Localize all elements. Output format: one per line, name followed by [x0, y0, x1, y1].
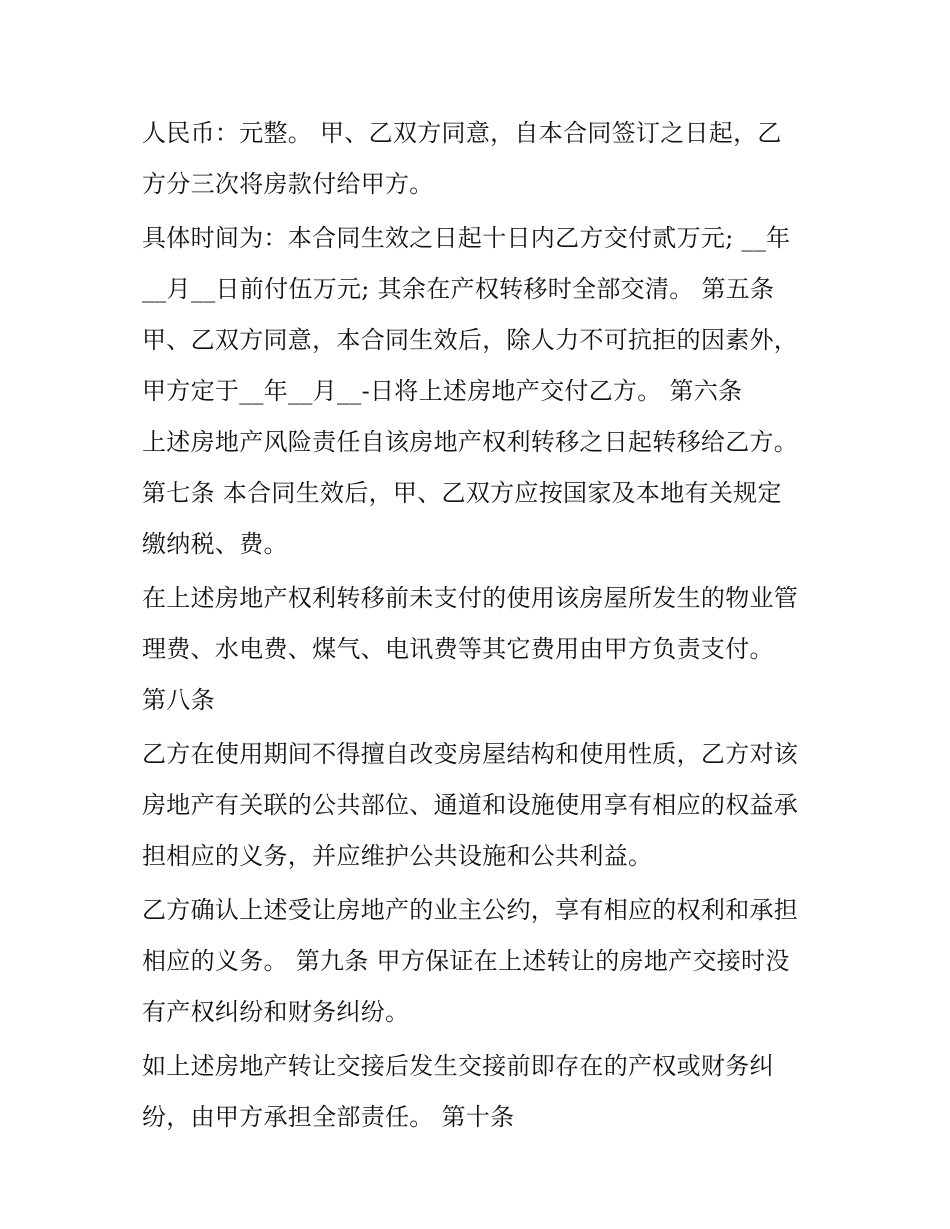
text-line: 方分三次将房款付给甲方。: [142, 170, 434, 198]
text-line: 乙方确认上述受让房地产的业主公约，享有相应的权利和承担: [142, 896, 799, 924]
text-line: 乙方在使用期间不得擅自改变房屋结构和使用性质，乙方对该: [142, 740, 799, 768]
text-line: 人民币：元整。 甲、乙双方同意，自本合同签订之日起，乙: [142, 119, 782, 147]
text-line: __月__日前付伍万元; 其余在产权转移时全部交清。 第五条: [142, 275, 775, 303]
text-line: 具体时间为：本合同生效之日起十日内乙方交付贰万元; __年: [142, 224, 791, 252]
section-heading-article-8: 第八条: [142, 686, 215, 714]
text-line: 纷，由甲方承担全部责任。 第十条: [142, 1103, 515, 1131]
text-line: 房地产有关联的公共部位、通道和设施使用享有相应的权益承: [142, 791, 799, 819]
text-line: 甲方定于__年__月__-日将上述房地产交付乙方。 第六条: [142, 377, 743, 405]
text-line: 甲、乙双方同意，本合同生效后，除人力不可抗拒的因素外，: [142, 326, 799, 354]
text-line: 如上述房地产转让交接后发生交接前即存在的产权或财务纠: [142, 1052, 774, 1080]
text-line: 在上述房地产权利转移前未支付的使用该房屋所发生的物业管: [142, 584, 799, 612]
contract-body: [142, 108, 822, 1143]
text-line: 缴纳税、费。: [142, 530, 288, 558]
text-line: 有产权纠纷和财务纠纷。: [142, 998, 410, 1026]
text-line: 理费、水电费、煤气、电讯费等其它费用由甲方负责支付。: [142, 635, 774, 663]
text-line: 相应的义务。 第九条 甲方保证在上述转让的房地产交接时没: [142, 947, 790, 975]
text-line: 担相应的义务，并应维护公共设施和公共利益。: [142, 842, 653, 870]
text-line: 上述房地产风险责任自该房地产权利转移之日起转移给乙方。: [142, 428, 799, 456]
text-line: 第七条 本合同生效后，甲、乙双方应按国家及本地有关规定: [142, 479, 782, 507]
